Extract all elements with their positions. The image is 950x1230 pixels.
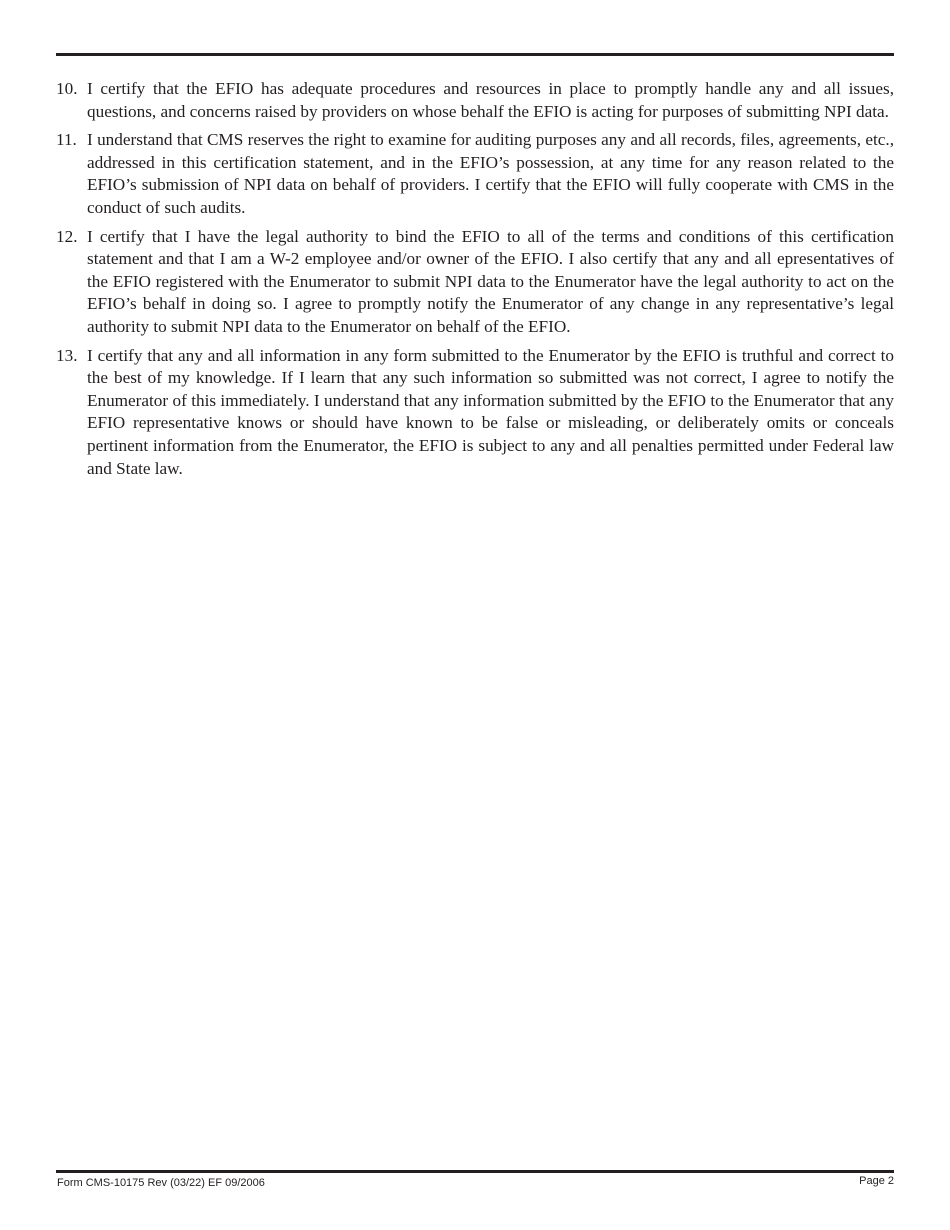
form-identifier: Form CMS-10175 Rev (03/22) EF 09/2006 — [57, 1177, 265, 1189]
item-number: 12. — [56, 226, 78, 246]
item-text: I understand that CMS reserves the right to examine for auditing purposes any and all records, files, agreements, etc., addressed in this certification statement, and in the EFIO’s possession, at any time for any reason related to the EFIO’s submission of NPI data on behalf of providers. I certify that the EFIO will fully cooperate with CMS in the conduct of such audits. — [87, 130, 894, 217]
certification-item-11 — [56, 129, 894, 219]
certification-item-10 — [56, 78, 894, 123]
footer-divider — [56, 1170, 894, 1173]
item-number: 11. — [56, 130, 77, 150]
item-number: 10. — [56, 79, 78, 98]
item-text: I certify that the EFIO has adequate procedures and resources in place to promptly handle any and all issues, questions, and concerns raised by providers on whose behalf the EFIO is acting for purposes of submitting NPI data. — [87, 79, 894, 121]
certification-item-12 — [56, 226, 894, 339]
top-divider — [56, 53, 894, 56]
item-number: 13. — [56, 345, 78, 365]
item-text: I certify that any and all information in any form submitted to the Enumerator by the EFIO is truthful and correct to the best of my knowledge. If I learn that any such information so submitted was not correct, I agree to notify the Enumerator of this immediately. I understand that any information submitted by the EFIO to the Enumerator that any EFIO representative knows or should have known to be false or misleading, or deliberately omits or conceals pertinent information from the Enumerator, the EFIO is subject to any and all penalties permitted under Federal law and State law. — [87, 345, 894, 478]
certification-item-13 — [56, 345, 894, 481]
page-number: Page 2 — [859, 1175, 894, 1187]
certification-list — [56, 78, 894, 486]
item-text: I certify that I have the legal authority to bind the EFIO to all of the terms and conditions of this certification statement and that I am a W-2 employee and/or owner of the EFIO. I also certify that any and all epresentatives of the EFIO registered with the Enumerator to submit NPI data to the Enumerator have the legal authority to act on the EFIO’s behalf in doing so. I agree to promptly notify the Enumerator of any change in any representative’s legal authority to submit NPI data to the Enumerator on behalf of the EFIO. — [87, 226, 894, 336]
